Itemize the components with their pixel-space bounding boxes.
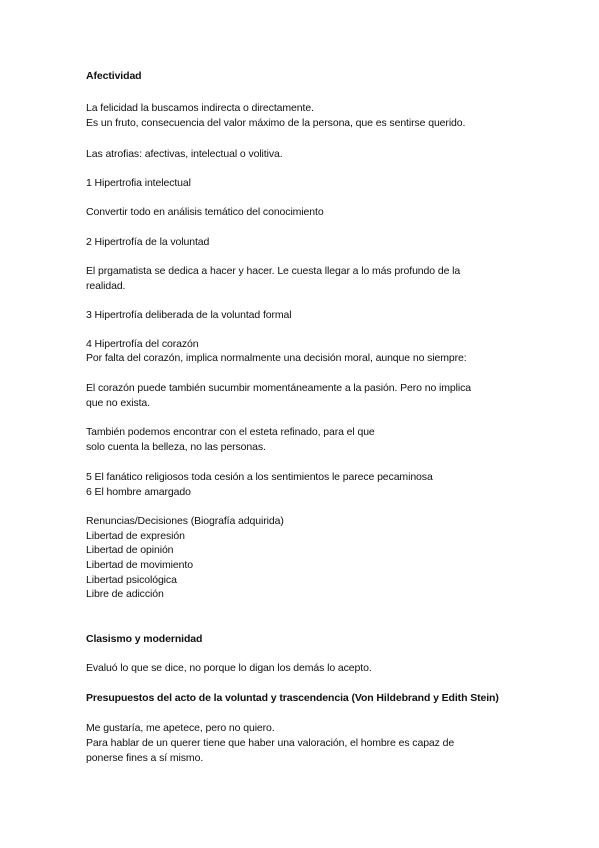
list-item: 4 Hipertrofía del corazón [86, 338, 199, 350]
heading-afectividad: Afectividad [86, 70, 142, 82]
paragraph-line: Las atrofias: afectivas, intelectual o volitiva. [86, 148, 283, 160]
paragraph-line: Convertir todo en análisis temático del conocimiento [86, 206, 324, 218]
paragraph-line: Para hablar de un querer tiene que haber una valoración, el hombre es capaz de [86, 737, 455, 749]
list-item: Libertad psicológica [86, 574, 177, 586]
paragraph-line: Es un fruto, consecuencia del valor máximo de la persona, que es sentirse querido. [86, 117, 466, 129]
list-item: 5 El fanático religiosos toda cesión a los sentimientos le parece pecaminosa [86, 471, 433, 483]
list-item: 2 Hipertrofía de la voluntad [86, 236, 210, 248]
list-item: Libertad de movimiento [86, 559, 193, 571]
paragraph-line: Por falta del corazón, implica normalmente una decisión moral, aunque no siempre: [86, 352, 467, 364]
paragraph-line: Me gustaría, me apetece, pero no quiero. [86, 722, 275, 734]
paragraph-line: La felicidad la buscamos indirecta o directamente. [86, 102, 314, 114]
paragraph-line: realidad. [86, 280, 126, 292]
paragraph-line: solo cuenta la belleza, no las personas. [86, 441, 266, 453]
paragraph-line: que no exista. [86, 397, 150, 409]
paragraph-line: Renuncias/Decisiones (Biografía adquirida) [86, 515, 284, 527]
list-item: Libre de adicción [86, 588, 164, 600]
paragraph-line: El corazón puede también sucumbir momentáneamente a la pasión. Pero no implica [86, 382, 472, 394]
list-item: 1 Hipertrofia intelectual [86, 177, 191, 189]
paragraph-line: Evaluó lo que se dice, no porque lo digan los demás lo acepto. [86, 662, 372, 674]
list-item: Libertad de opinión [86, 544, 174, 556]
paragraph-line: ponerse fines a sí mismo. [86, 752, 204, 764]
paragraph-line: También podemos encontrar con el esteta refinado, para el que [86, 426, 375, 438]
list-item: Libertad de expresión [86, 530, 185, 542]
list-item: 6 El hombre amargado [86, 486, 191, 498]
heading-clasismo: Clasismo y modernidad [86, 633, 203, 645]
paragraph-line: El prgamatista se dedica a hacer y hacer. Le cuesta llegar a lo más profundo de la [86, 265, 461, 277]
heading-presupuestos: Presupuestos del acto de la voluntad y trascendencia (Von Hildebrand y Edith Stein) [86, 692, 499, 704]
list-item: 3 Hipertrofía deliberada de la voluntad formal [86, 309, 292, 321]
